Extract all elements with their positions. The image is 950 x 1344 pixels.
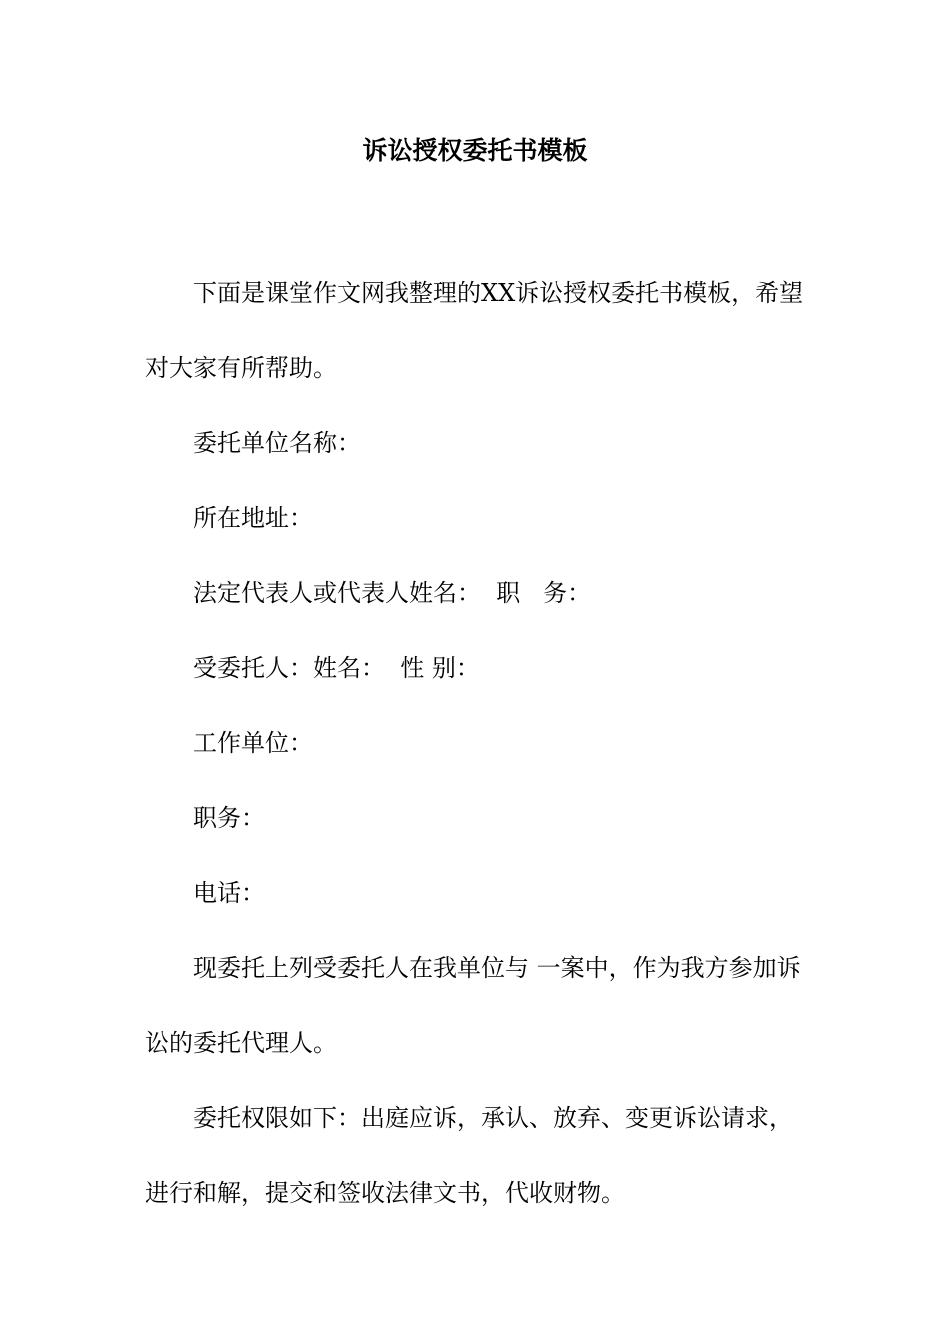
intro-paragraph: 下面是课堂作文网我整理的XX诉讼授权委托书模板，希望对大家有所帮助。 bbox=[145, 279, 804, 382]
entrusted-person-line: 受委托人：姓名： 性 别： bbox=[193, 654, 480, 682]
authority-scope-paragraph: 委托权限如下：出庭应诉，承认、放弃、变更诉讼请求，进行和解，提交和签收法律文书，代收财物。 bbox=[145, 1104, 793, 1207]
address-line: 所在地址： bbox=[193, 504, 313, 532]
entrusting-unit-name-line: 委托单位名称： bbox=[193, 429, 361, 457]
phone-line: 电话： bbox=[193, 879, 265, 907]
document-body bbox=[145, 256, 810, 1231]
legal-representative-line: 法定代表人或代表人姓名： 职 务： bbox=[193, 579, 592, 607]
position-line: 职务： bbox=[193, 804, 265, 832]
work-unit-line: 工作单位： bbox=[193, 729, 313, 757]
entrustment-statement-paragraph: 现委托上列受委托人在我单位与 一案中，作为我方参加诉讼的委托代理人。 bbox=[145, 954, 801, 1057]
document-title: 诉讼授权委托书模板 bbox=[362, 136, 588, 165]
